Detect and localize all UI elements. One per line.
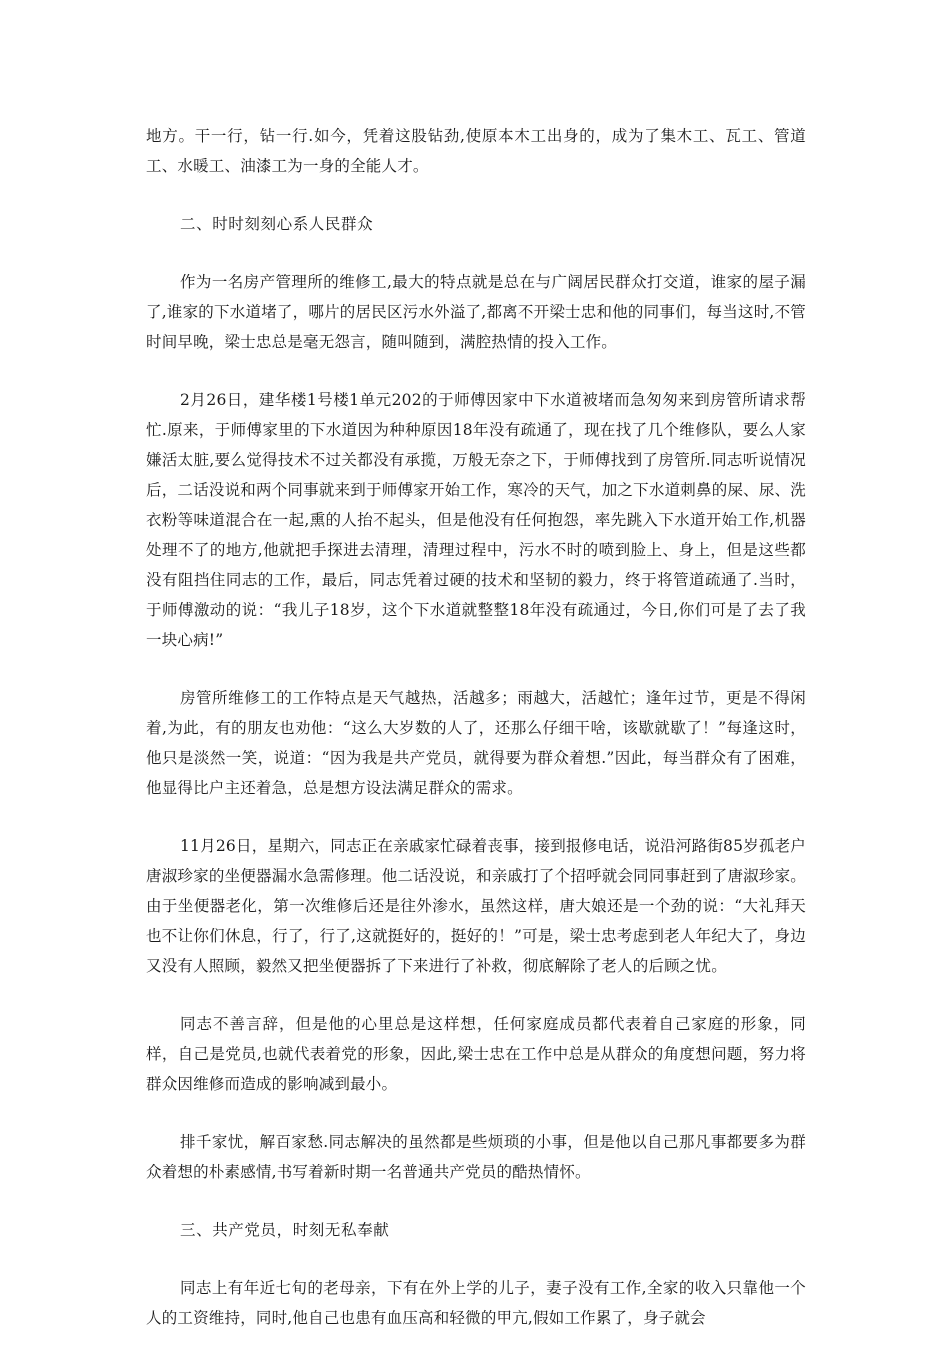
section-heading-3: 三、共产党员，时刻无私奉献 <box>180 1221 390 1239</box>
section-heading-2: 二、时时刻刻心系人民群众 <box>180 215 374 233</box>
paragraph-continuation: 地方。干一行，钻一行.如今，凭着这股钻劲,使原本木工出身的，成为了集木工、瓦工、管道工、水暖工、油漆工为一身的全能人才。 <box>146 127 806 175</box>
document-page <box>146 121 806 1361</box>
paragraph: 2月26日，建华楼1号楼1单元202的于师傅因家中下水道被堵而急匆匆来到房管所请求帮忙.原来，于师傅家里的下水道因为种种原因18年没有疏通了，现在找了几个维修队，要么人家嫌活太脏,要么觉得技术不过关都没有承揽，万般无奈之下，于师傅找到了房管所.同志听说情况后，二话没说和两个同事就来到于师傅家开始工作，寒冷的天气，加之下水道刺鼻的屎、尿、洗衣粉等味道混合在一起,熏的人抬不起头，但是他没有任何抱怨，率先跳入下水道开始工作,机器处理不了的地方,他就把手探进去清理，清理过程中，污水不时的喷到脸上、身上，但是这些都没有阻挡住同志的工作，最后，同志凭着过硬的技术和坚韧的毅力，终于将管道疏通了.当时，于师傅激动的说：“我儿子18岁，这个下水道就整整18年没有疏通过，今日,你们可是了去了我一块心病!” <box>146 391 806 649</box>
paragraph: 作为一名房产管理所的维修工,最大的特点就是总在与广阔居民群众打交道，谁家的屋子漏了,谁家的下水道堵了，哪片的居民区污水外溢了,都离不开梁士忠和他的同事们，每当这时,不管时间早晚，梁士忠总是毫无怨言，随叫随到，满腔热情的投入工作。 <box>146 273 806 351</box>
paragraph: 同志上有年近七旬的老母亲，下有在外上学的儿子，妻子没有工作,全家的收入只靠他一个人的工资维持，同时,他自己也患有血压高和轻微的甲亢,假如工作累了，身子就会 <box>146 1279 806 1327</box>
paragraph: 11月26日，星期六，同志正在亲戚家忙碌着丧事，接到报修电话，说沿河路街85岁孤老户唐淑珍家的坐便器漏水急需修理。他二话没说，和亲戚打了个招呼就会同同事赶到了唐淑珍家。由于坐便器老化，第一次维修后还是往外渗水，虽然这样，唐大娘还是一个劲的说：“大礼拜天也不让你们休息，行了，行了,这就挺好的，挺好的！”可是，梁士忠考虑到老人年纪大了，身边又没有人照顾，毅然又把坐便器拆了下来进行了补救，彻底解除了老人的后顾之忧。 <box>146 837 806 975</box>
paragraph: 排千家忧，解百家愁.同志解决的虽然都是些烦琐的小事，但是他以自己那凡事都要多为群众着想的朴素感情,书写着新时期一名普通共产党员的酷热情怀。 <box>146 1133 806 1181</box>
paragraph: 房管所维修工的工作特点是天气越热，活越多；雨越大，活越忙；逢年过节，更是不得闲着,为此，有的朋友也劝他：“这么大岁数的人了，还那么仔细干啥，该歇就歇了！”每逢这时，他只是淡然一笑，说道：“因为我是共产党员，就得要为群众着想.”因此，每当群众有了困难，他显得比户主还着急，总是想方设法满足群众的需求。 <box>146 689 806 797</box>
paragraph: 同志不善言辞，但是他的心里总是这样想，任何家庭成员都代表着自己家庭的形象，同样，自己是党员,也就代表着党的形象，因此,梁士忠在工作中总是从群众的角度想问题，努力将群众因维修而造成的影响减到最小。 <box>146 1015 806 1093</box>
